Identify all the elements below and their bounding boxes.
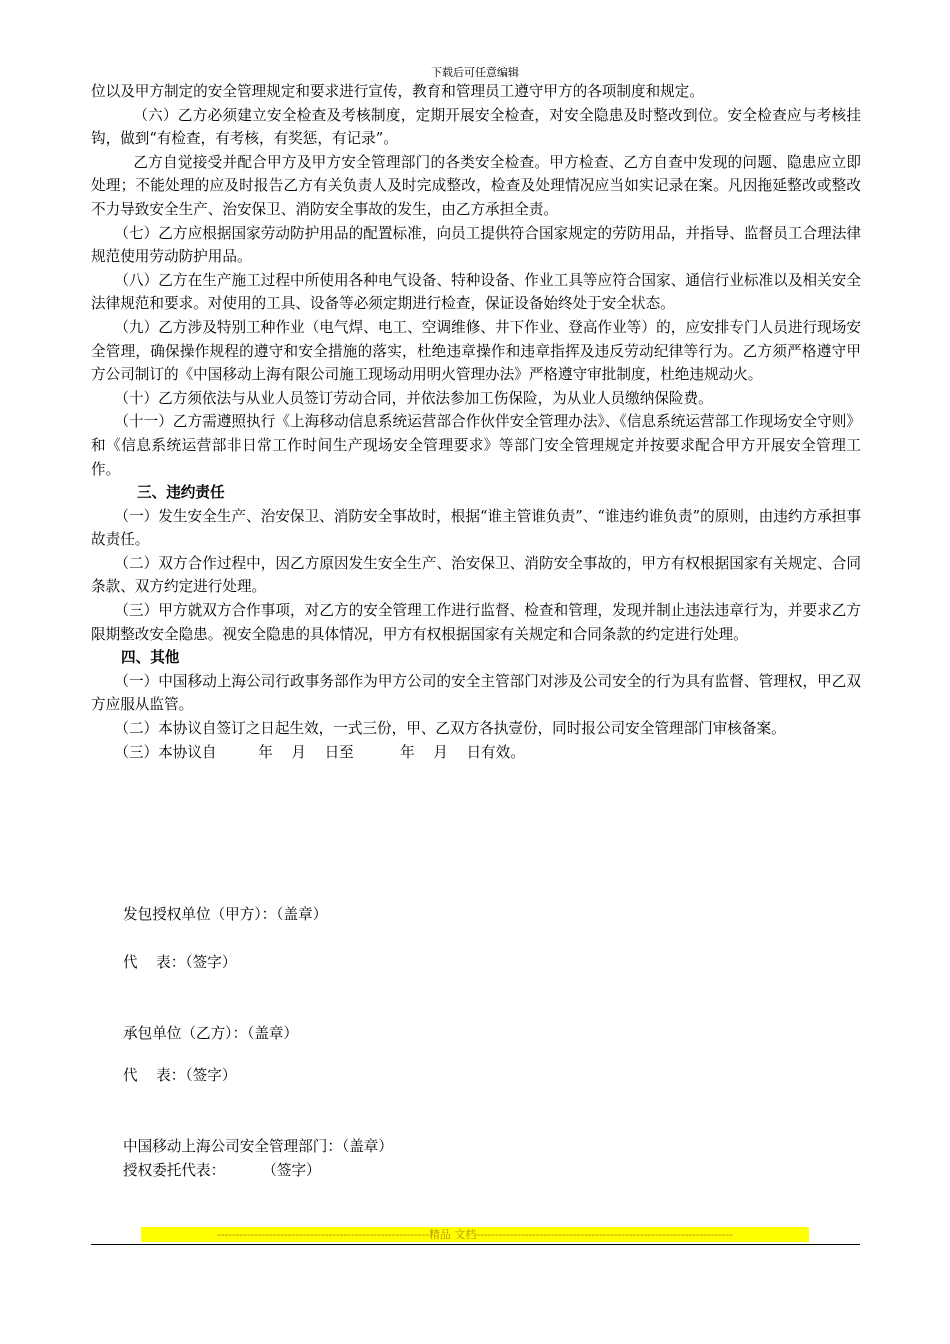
signature-party-b: 承包单位（乙方）：（盖章） xyxy=(123,1025,299,1042)
section-3-heading: 三、违约责任 xyxy=(137,484,225,502)
section-3-item-2: （二）双方合作过程中，因乙方原因发生安全生产、治安保卫、消防安全事故的，甲方有权根据国家有关规定、合同条款、双方约定进行处理。 xyxy=(91,554,861,596)
signature-security-dept: 中国移动上海公司安全管理部门：（盖章） xyxy=(123,1138,393,1155)
paragraph-continuation: 位以及甲方制定的安全管理规定和要求进行宣传，教育和管理员工遵守甲方的各项制度和规定。 xyxy=(91,83,704,100)
signature-party-b-rep: 代 表：（签字） xyxy=(123,1067,237,1084)
paragraph-item-10: （十）乙方须依法与从业人员签订劳动合同，并依法参加工伤保险，为从业人员缴纳保险费。 xyxy=(114,389,713,407)
paragraph-item-9: （九）乙方涉及特别工种作业（电气焊、电工、空调维修、井下作业、登高作业等）的，应安排专门人员进行现场安全管理，确保操作规程的遵守和安全措施的落实，杜绝违章操作和违章指挥及违反劳动纪律等行为。乙方须严格遵守甲方公司制订的《中国移动上海有限公司施工现场动用明火管理办法》严格遵守审批制度，杜绝违规动火。 xyxy=(91,318,861,384)
section-4-heading: 四、其他 xyxy=(121,649,180,667)
page-header-note: 下载后可任意编辑 xyxy=(431,66,519,79)
paragraph-item-8: （八）乙方在生产施工过程中所使用各种电气设备、特种设备、作业工具等应符合国家、通信行业标准以及相关安全法律规范和要求。对使用的工具、设备等必须定期进行检查，保证设备始终处于安全状态。 xyxy=(91,271,861,313)
section-3-item-1: （一）发生安全生产、治安保卫、消防安全事故时，根据“谁主管谁负责”、“谁违约谁负责”的原则，由违约方承担事故责任。 xyxy=(91,507,861,549)
section-4-item-2: （二）本协议自签订之日起生效，一式三份，甲、乙双方各执壹份，同时报公司安全管理部门审核备案。 xyxy=(114,720,786,738)
paragraph-item-11: （十一）乙方需遵照执行《上海移动信息系统运营部合作伙伴安全管理办法》、《信息系统运营部工作现场安全守则》和《信息系统运营部非日常工作时间生产现场安全管理要求》等部门安全管理规定并按要求配合甲方开展安全管理工作。 xyxy=(91,413,861,478)
paragraph-item-7: （七）乙方应根据国家劳动防护用品的配置标准，向员工提供符合国家规定的劳防用品，并指导、监督员工合理法律规范使用劳动防护用品。 xyxy=(91,224,861,266)
section-4-item-1: （一）中国移动上海公司行政事务部作为甲方公司的安全主管部门对涉及公司安全的行为具有监督、管理权，甲乙双方应服从监管。 xyxy=(91,672,861,714)
section-3-item-3: （三）甲方就双方合作事项，对乙方的安全管理工作进行监督、检查和管理，发现并制止违法违章行为，并要求乙方限期整改安全隐患。视安全隐患的具体情况，甲方有权根据国家有关规定和合同条款的约定进行处理。 xyxy=(91,602,861,643)
document-body xyxy=(91,80,861,764)
signature-party-a: 发包授权单位（甲方）：（盖章） xyxy=(123,906,328,923)
footer-divider xyxy=(91,1244,860,1245)
section-4-item-3: （三）本协议自 年 月 日至 年 月 日有效。 xyxy=(114,743,525,761)
signature-party-a-rep: 代 表：（签字） xyxy=(123,954,237,971)
paragraph-inspection: 乙方自觉接受并配合甲方及甲方安全管理部门的各类安全检查。甲方检查、乙方自查中发现的问题、隐患应立即处理；不能处理的应及时报告乙方有关负责人及时完成整改，检查及处理情况应当如实记录在案。凡因拖延整改或整改不力导致安全生产、治安保卫、消防安全事故的发生，由乙方承担全责。 xyxy=(91,153,861,218)
paragraph-item-6: （六）乙方必须建立安全检查及考核制度，定期开展安全检查，对安全隐患及时整改到位。安全检查应与考核挂钩，做到“有检查，有考核，有奖惩，有记录”。 xyxy=(91,106,861,148)
footer-highlight: ---------------------------------------------------------精品 文档--------------------------------------------------------------------- xyxy=(141,1227,809,1242)
signature-authorized-rep: 授权委托代表： （签字） xyxy=(123,1162,321,1179)
